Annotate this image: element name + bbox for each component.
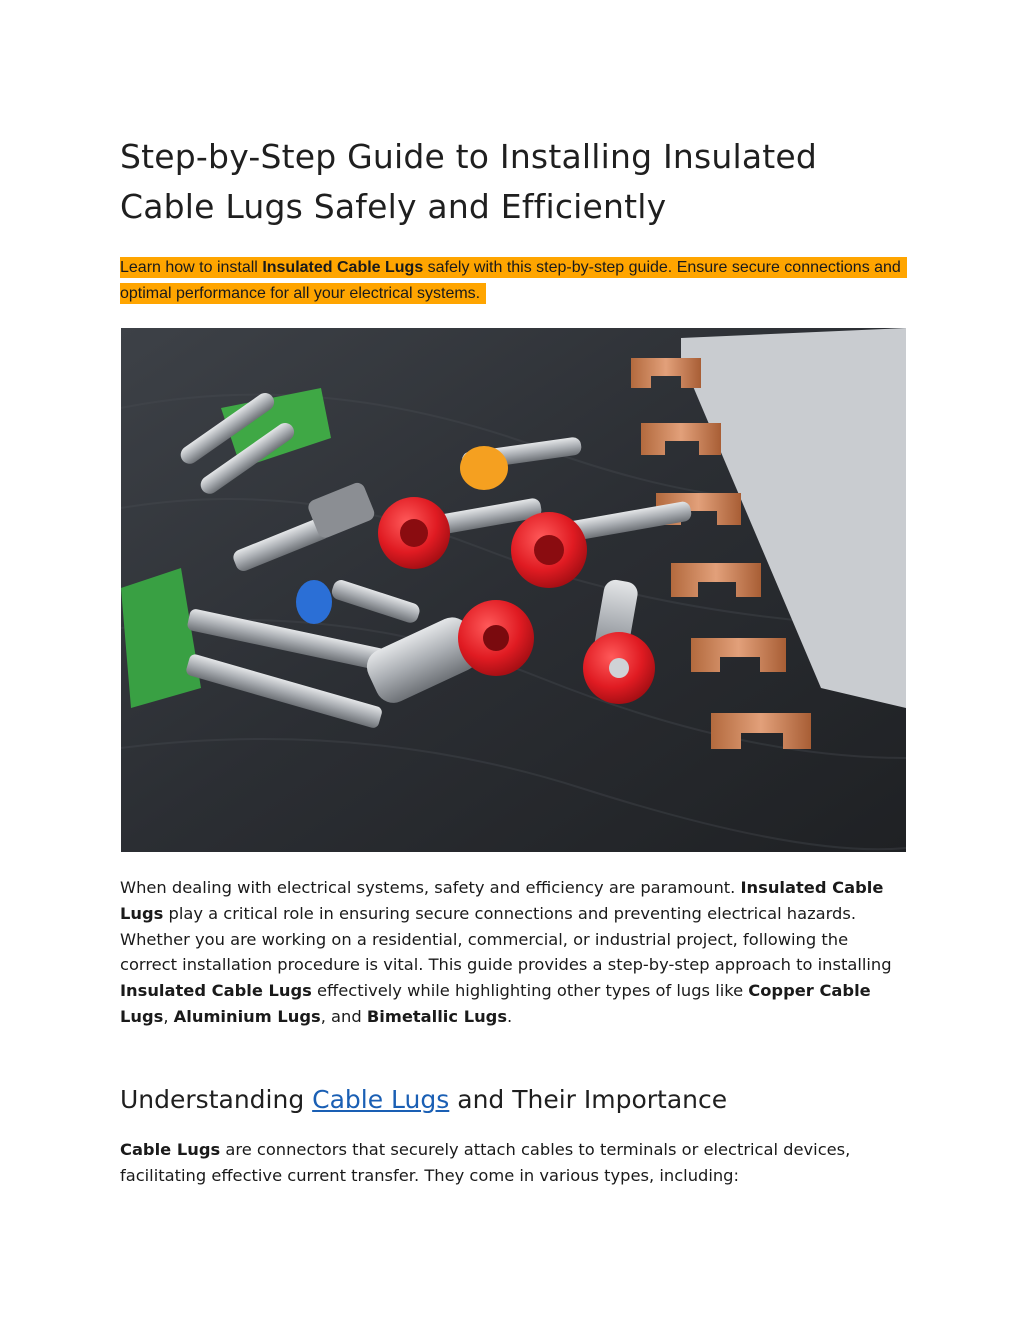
heading-prefix: Understanding <box>120 1085 313 1114</box>
p2-bold: Cable Lugs <box>120 1140 221 1159</box>
p1-text-5: , and <box>320 1006 367 1026</box>
page-title: Step-by-Step Guide to Installing Insulated Cable Lugs Safely and Efficiently <box>120 137 818 226</box>
p1-text-6: . <box>507 1006 513 1026</box>
intro-paragraph <box>120 875 910 1030</box>
intro-suffix: safely with this step-by-step guide. Ensure secure connections and optimal performance for all your electrical systems. <box>120 259 901 302</box>
p1-text-2: play a critical role in ensuring secure connections and preventing electrical hazards. Whether you are working on a residential, commercial, or industrial project, following the correct installation procedure is vital. This guide provides a step-by-step approach to installing <box>120 903 892 975</box>
definition-paragraph <box>120 1137 910 1189</box>
p1-text-3: effectively while highlighting other types of lugs like <box>311 981 749 1001</box>
p1-bold-5: Bimetallic Lugs <box>366 1006 508 1026</box>
cable-lugs-photo <box>121 328 906 852</box>
cable-lugs-link[interactable]: Cable Lugs <box>312 1085 450 1114</box>
p1-text-4: , <box>163 1006 174 1026</box>
p1-bold-4: Aluminium Lugs <box>173 1006 321 1026</box>
cable-lugs-illustration <box>121 328 906 852</box>
section-heading <box>120 1082 920 1118</box>
intro-bold-term: Insulated Cable Lugs <box>262 259 424 276</box>
p1-bold-1: Insulated Cable Lugs <box>120 878 884 923</box>
p2-text: are connectors that securely attach cables to terminals or electrical devices, facilitating effective current transfer. They come in various types, including: <box>120 1140 851 1185</box>
p1-bold-2: Insulated Cable Lugs <box>120 981 312 1001</box>
intro-highlight <box>120 257 907 304</box>
intro-summary <box>120 255 910 307</box>
p1-text-1: When dealing with electrical systems, safety and efficiency are paramount. <box>120 878 741 897</box>
heading-suffix: and Their Importance <box>449 1085 728 1114</box>
p1-bold-3: Copper Cable Lugs <box>120 981 871 1026</box>
intro-prefix: Learn how to install <box>120 259 263 276</box>
